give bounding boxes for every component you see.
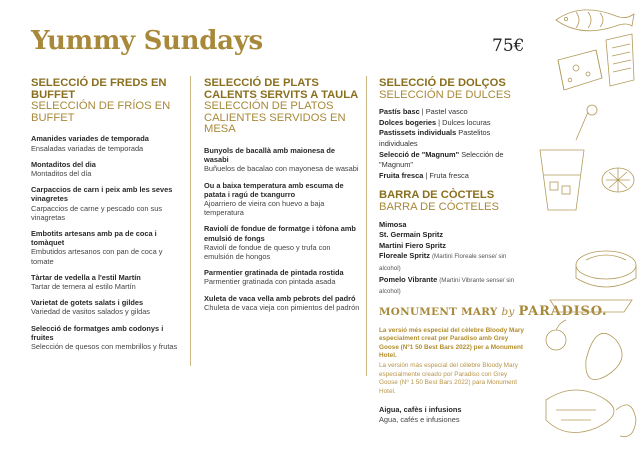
- separator: |: [419, 107, 426, 117]
- menu-item-name-es: Parmentier gratinada con pintada asada: [204, 277, 336, 287]
- menu-item-name: Parmentier gratinada de pintada rostida: [204, 268, 344, 278]
- dessert-name: Pastissets individuals: [379, 128, 457, 138]
- price-label: 75€: [492, 36, 525, 56]
- menu-item: [204, 146, 360, 174]
- cocktail-bar-heading: BARRA DE CÒCTELS: [379, 189, 495, 202]
- desserts-list: [379, 107, 527, 181]
- menu-item-name-es: Buñuelos de bacalao con mayonesa de wasabi: [204, 164, 359, 174]
- fish-icon: [556, 10, 634, 31]
- dessert-item: [379, 107, 527, 118]
- vegetables-icon: [546, 320, 636, 437]
- dessert-item: [379, 118, 527, 129]
- pie-icon: [550, 251, 636, 312]
- menu-item: [204, 181, 360, 218]
- monument-mary-name: MONUMENT MARY: [379, 305, 498, 318]
- lemon-icon: [602, 168, 634, 192]
- menu-item-name-es: Embutidos artesanos con pan de coca y tomate: [31, 247, 163, 266]
- menu-item-name: Amanides variades de temporada: [31, 134, 149, 144]
- menu-item-name-es: Ajoarriero de vieira con huevo a baja temperatura: [204, 198, 325, 218]
- dessert-item: [379, 150, 527, 171]
- cocktail-item: [379, 241, 527, 252]
- menu-item: [31, 324, 181, 352]
- paradiso-brand: PARADISO.: [518, 303, 608, 319]
- cocktail-note: (Martini Vibrante sense/ sin alcohol): [379, 276, 515, 296]
- menu-item-name-es: Selección de quesos con membrillos y frutas: [31, 342, 178, 352]
- menu-item-name-es: Variedad de vasitos salados y gildas: [31, 307, 151, 317]
- hot-dishes-heading-es: SELECCIÓN DE PLATOS CALIENTES SERVIDOS EN MESA: [204, 100, 346, 136]
- menu-item-name: Montaditos del dia: [31, 159, 96, 169]
- menu-item: [31, 185, 181, 222]
- menu-item: [31, 134, 181, 152]
- menu-item-name: Carpaccios de carn i peix amb les seves vinagretes: [31, 185, 173, 204]
- menu-item-name: Bunyols de bacallà amb maionesa de wasabi: [204, 145, 336, 165]
- menu-item: [31, 160, 181, 178]
- cold-buffet-heading: SELECCIÓ DE FREDS EN BUFFET: [31, 77, 167, 101]
- menu-item-name-es: Chuleta de vaca vieja con pimientos del padrón: [204, 302, 360, 312]
- cocktail-name: Floreale Spritz: [379, 251, 430, 261]
- drinks-label-es: Agua, cafés e infusiones: [379, 414, 460, 424]
- cocktail-note: (Martini Floreale sense/ sin alcohol): [379, 253, 507, 272]
- cocktail-name: Martini Fiero Spritz: [379, 240, 446, 250]
- cocktail-item: [379, 220, 527, 231]
- menu-item-name-es: Tartar de ternera al estilo Martín: [31, 282, 136, 292]
- drinks-label: Aigua, cafès i infusions: [379, 405, 462, 415]
- dessert-name-es: Selección de "Magnum": [379, 149, 504, 170]
- cocktail-name: St. Germain Spritz: [379, 230, 444, 240]
- menu-item-name-es: Ensaladas variadas de temporada: [31, 143, 144, 153]
- dessert-item: [379, 128, 527, 149]
- cocktail-list: [379, 220, 527, 298]
- dessert-name: Selecció de "Magnum": [379, 149, 460, 159]
- monument-mary-title: [379, 303, 608, 319]
- hot-dishes-column: [204, 78, 360, 319]
- menu-item: [31, 298, 181, 316]
- menu-item: [204, 268, 360, 286]
- dessert-item: [379, 171, 527, 182]
- hot-dishes-list: [204, 146, 360, 312]
- dessert-name: Dolces bogeries: [379, 117, 437, 127]
- dessert-name-es: Fruta fresca: [429, 170, 469, 180]
- dessert-name-es: Pastelitos individuales: [379, 128, 491, 148]
- dessert-name-es: Pastel vasco: [425, 107, 468, 117]
- menu-item-name-es: Montaditos del día: [31, 168, 92, 178]
- separator: |: [423, 170, 430, 180]
- menu-item-name: Raviolí de fondue de formatge i tòfona amb emulsió de fongs: [204, 224, 356, 243]
- desserts-heading-es: SELECCIÓN DE DULCES: [379, 88, 511, 101]
- menu-item: [204, 294, 360, 312]
- menu-item-name: Ou a baixa temperatura amb escuma de patata i ragú de txangurro: [204, 180, 344, 199]
- monument-mary-description: La versió més especial del cèlebre Bloody Mary especialment creat per Paradiso amb Grey Goose (Nº1 50 Best Bars 2022) per a Monument Hotel.: [379, 326, 524, 360]
- menu-item: [31, 273, 181, 291]
- hot-dishes-heading: SELECCIÓ DE PLATS CALENTS SERVITS A TAULA: [204, 77, 359, 101]
- cold-buffet-heading-es: SELECCIÓN DE FRÍOS EN BUFFET: [31, 100, 171, 124]
- cold-buffet-column: [31, 78, 181, 358]
- cocktail-item: [379, 230, 527, 241]
- desserts-bar-column: [379, 77, 608, 431]
- menu-item-name: Selecció de formatges amb codonys i fruites: [31, 323, 164, 342]
- cold-buffet-list: [31, 134, 181, 351]
- cocktail-item: [379, 275, 527, 298]
- dessert-name: Fruita fresca: [379, 170, 424, 180]
- cocktail-item: [379, 251, 527, 274]
- menu-item-name: Embotits artesans amb pa de coca i tomàquet: [31, 229, 157, 248]
- page-title: Yummy Sundays: [31, 26, 263, 56]
- drinks-item: [379, 405, 527, 423]
- menu-item-name: Varietat de gotets salats i gildes: [31, 298, 144, 308]
- dessert-name: Pastís basc: [379, 107, 420, 117]
- separator: |: [436, 117, 443, 127]
- cocktail-glass-icon: [540, 105, 597, 210]
- cocktail-name: Pomelo Vibrante: [379, 274, 438, 284]
- dessert-name-es: Dulces locuras: [442, 117, 491, 127]
- menu-item-name-es: Raviolí de fondue de queso y trufa con emulsión de hongos: [204, 242, 331, 261]
- column-divider-2: [366, 76, 367, 376]
- menu-item: [204, 224, 360, 261]
- menu-item-name-es: Carpaccios de carne y pescado con sus vinagretas: [31, 203, 163, 222]
- cocktail-name: Mimosa: [379, 219, 407, 229]
- column-divider-1: [190, 76, 191, 366]
- monument-mary-description-es: La versión más especial del célebre Bloody Mary especialmente creado por Paradiso con Grey Goose (Nº 1 50 Best Bars 2022) para Monument Hotel.: [379, 362, 518, 395]
- desserts-heading: SELECCIÓ DE DOLÇOS: [379, 77, 506, 89]
- menu-item-name: Xuleta de vaca vella amb pebrots del padró: [204, 293, 356, 303]
- menu-item-name: Tàrtar de vedella a l'estil Martín: [31, 272, 141, 282]
- menu-item: [31, 229, 181, 266]
- cocktail-bar-heading-es: BARRA DE CÓCTELES: [379, 200, 499, 213]
- cheese-icon: [558, 34, 634, 90]
- monument-mary-by: by: [501, 305, 515, 318]
- food-illustration: [536, 0, 640, 451]
